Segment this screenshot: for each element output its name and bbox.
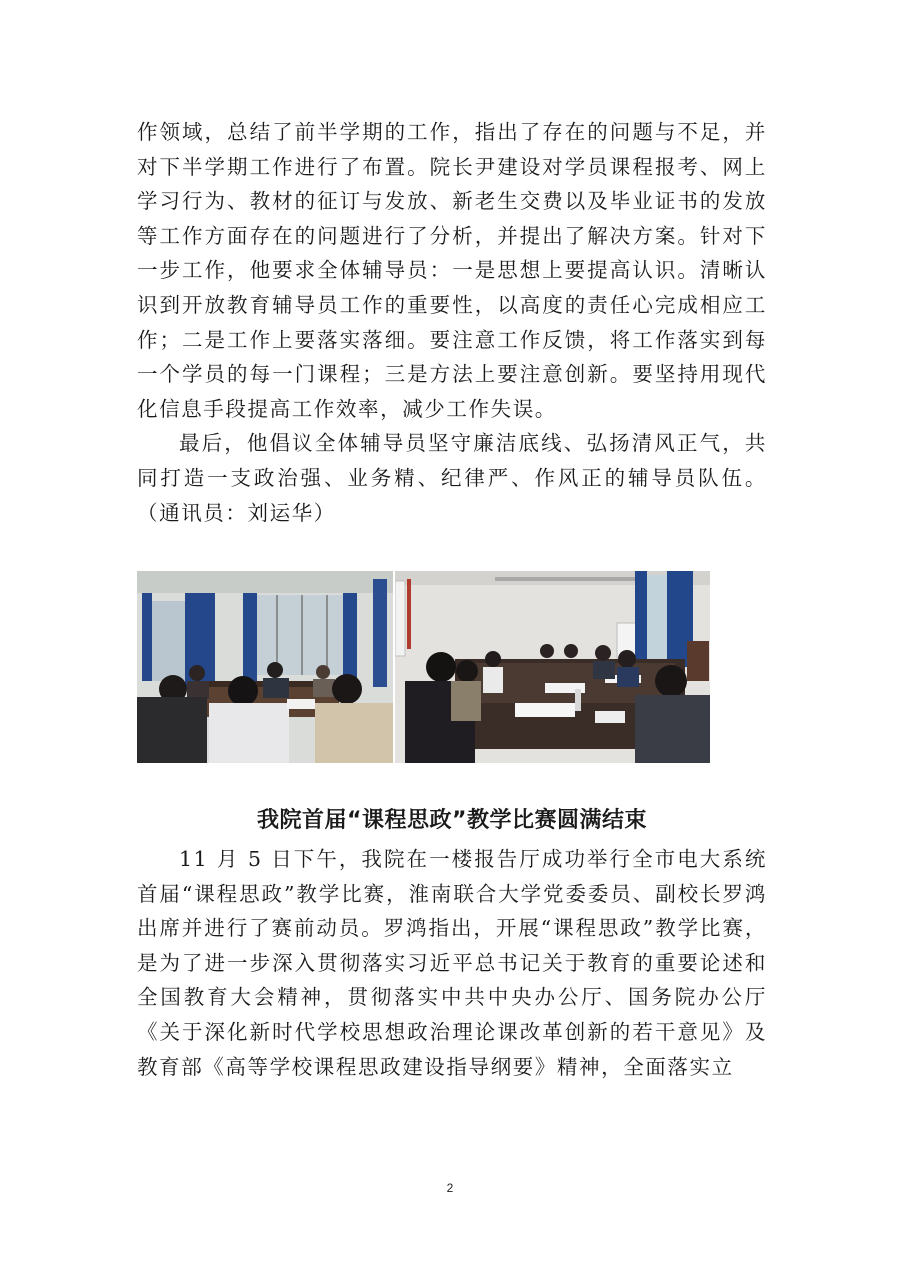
paragraph: 最后，他倡议全体辅导员坚守廉洁底线、弘扬清风正气，共同打造一支政治强、业务精、纪律严、作风正的辅导员队伍。（通讯员：刘运华） — [137, 431, 767, 525]
article-continuation — [137, 115, 767, 530]
meeting-photo-right — [395, 571, 710, 763]
paragraph: 11 月 5 日下午，我院在一楼报告厅成功举行全市电大系统首届“课程思政”教学比赛，淮南联合大学党委委员、副校长罗鸿出席并进行了赛前动员。罗鸿指出，开展“课程思政”教学比赛，是为了进一步深入贯彻落实习近平总书记关于教育的重要论述和全国教育大会精神，贯彻落实中共中央办公厅、国务院办公厅《关于深化新时代学校思想政治理论课改革创新的若干意见》及教育部《高等学校课程思政建设指导纲要》精神，全面落实立 — [137, 847, 767, 1079]
article-title: 我院首届“课程思政”教学比赛圆满结束 — [257, 808, 647, 833]
meeting-photo-left — [137, 571, 393, 763]
paragraph: 作领域，总结了前半学期的工作，指出了存在的问题与不足，并对下半学期工作进行了布置。院长尹建设对学员课程报考、网上学习行为、教材的征订与发放、新老生交费以及毕业证书的发放等工作方面存在的问题进行了分析，并提出了解决方案。针对下一步工作，他要求全体辅导员：一是思想上要提高认识。清晰认识到开放教育辅导员工作的重要性，以高度的责任心完成相应工作；二是工作上要落实落细。要注意工作反馈，将工作落实到每一个学员的每一门课程；三是方法上要注意创新。要坚持用现代化信息手段提高工作效率，减少工作失误。 — [137, 120, 767, 421]
article-body — [137, 842, 767, 1084]
meeting-photos — [137, 571, 710, 763]
page-number: 2 — [446, 1181, 454, 1195]
